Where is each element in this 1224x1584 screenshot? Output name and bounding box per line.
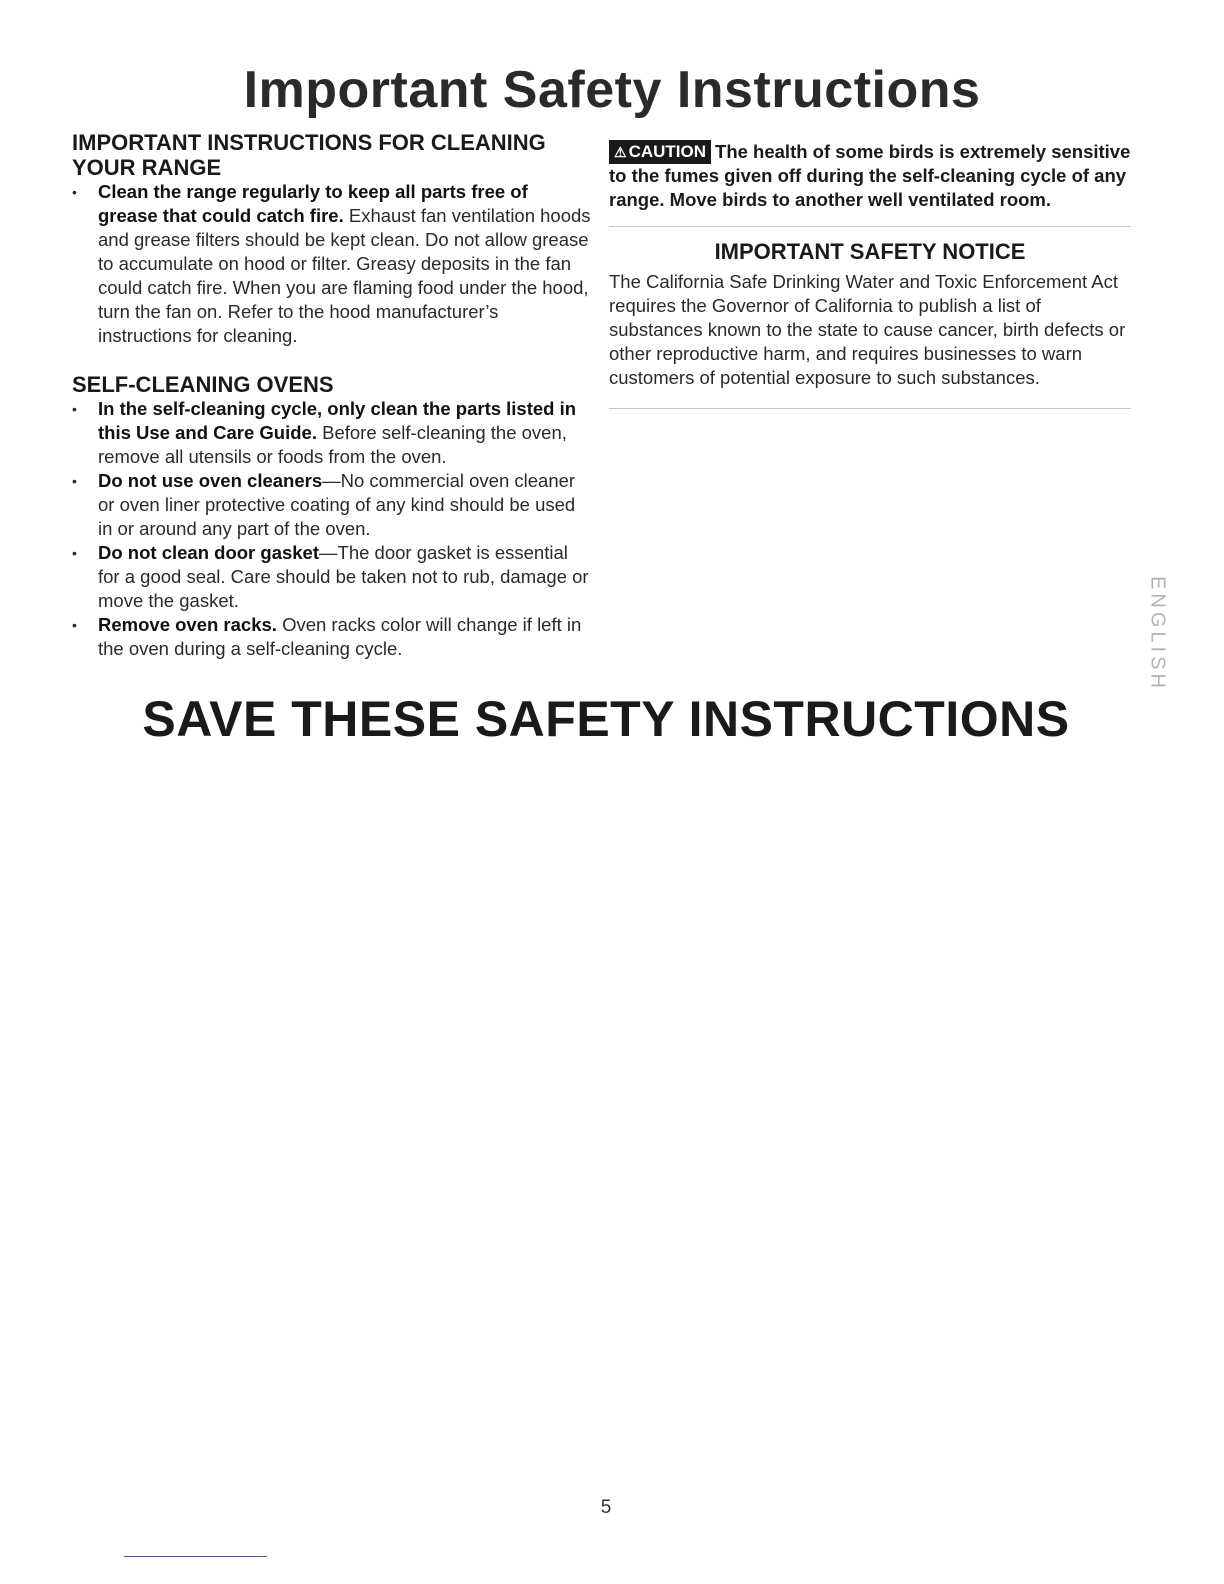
divider (609, 226, 1131, 227)
page-title: Important Safety Instructions (243, 61, 981, 119)
save-instructions-title: SAVE THESE SAFETY INSTRUCTIONS (142, 691, 1070, 747)
bullet-text: —No commercial oven cleaner or oven liner protective coating of any kind should be used in or around any part of the oven. (98, 470, 576, 539)
caution-badge (609, 140, 711, 164)
cleaning-range-list (72, 180, 592, 348)
list-item (72, 397, 592, 469)
bullet-icon: • (72, 401, 77, 417)
caution-badge-label: CAUTION (628, 142, 707, 161)
self-cleaning-list (72, 397, 592, 661)
caution-text: The health of some birds is extremely sensitive to the fumes given off during the self-cleaning cycle of any range. Move birds to another well ventilated room. (609, 141, 1131, 210)
bullet-bold-text: In the self-cleaning cycle, only clean the parts listed in this Use and Care Guide. (98, 398, 577, 443)
bullet-text: —The door gasket is essential for a good seal. Care should be taken not to rub, damage or move the gasket. (98, 542, 589, 611)
language-label-text: ENGLISH (1146, 576, 1169, 692)
self-cleaning-heading: SELF-CLEANING OVENS (72, 372, 334, 397)
right-column (609, 140, 1131, 409)
footer-line (124, 1556, 267, 1557)
bullet-text: Before self-cleaning the oven, remove all utensils or foods from the oven. (98, 422, 567, 467)
divider (609, 408, 1131, 409)
list-item (72, 613, 592, 661)
bullet-icon: • (72, 184, 77, 200)
caution-statement (609, 140, 1131, 212)
language-side-label (1146, 574, 1168, 694)
list-item (72, 180, 592, 348)
safety-notice-heading: IMPORTANT SAFETY NOTICE (714, 239, 1026, 264)
bullet-bold-text: Do not use oven cleaners (98, 470, 323, 491)
safety-notice-body: The California Safe Drinking Water and Toxic Enforcement Act requires the Governor of California to publish a list of substances known to the state to cause cancer, birth defects or other reproductive harm, and requires businesses to warn customers of potential exposure to such substances. (609, 271, 1126, 388)
left-column (72, 130, 592, 661)
bullet-bold-text: Remove oven racks. (98, 614, 277, 635)
bullet-icon: • (72, 545, 77, 561)
bullet-icon: • (72, 473, 77, 489)
cleaning-range-heading: IMPORTANT INSTRUCTIONS FOR CLEANING YOUR RANGE (72, 130, 546, 180)
bullet-text: Oven racks color will change if left in the oven during a self-cleaning cycle. (98, 614, 582, 659)
bullet-bold-text: Do not clean door gasket (98, 542, 320, 563)
bullet-bold-text: Clean the range regularly to keep all parts free of grease that could catch fire. (98, 181, 528, 226)
bullet-icon: • (72, 617, 77, 633)
warning-icon: ⚠ (614, 144, 627, 160)
page-number: 5 (600, 1497, 612, 1518)
bullet-text: Exhaust fan ventilation hoods and grease filters should be kept clean. Do not allow grease to accumulate on hood or filter. Greasy deposits in the fan could catch fire. When you are flaming food under the hood, turn the fan on. Refer to the hood manufacturer’s instructions for cleaning. (98, 205, 591, 346)
list-item (72, 541, 592, 613)
list-item (72, 469, 592, 541)
